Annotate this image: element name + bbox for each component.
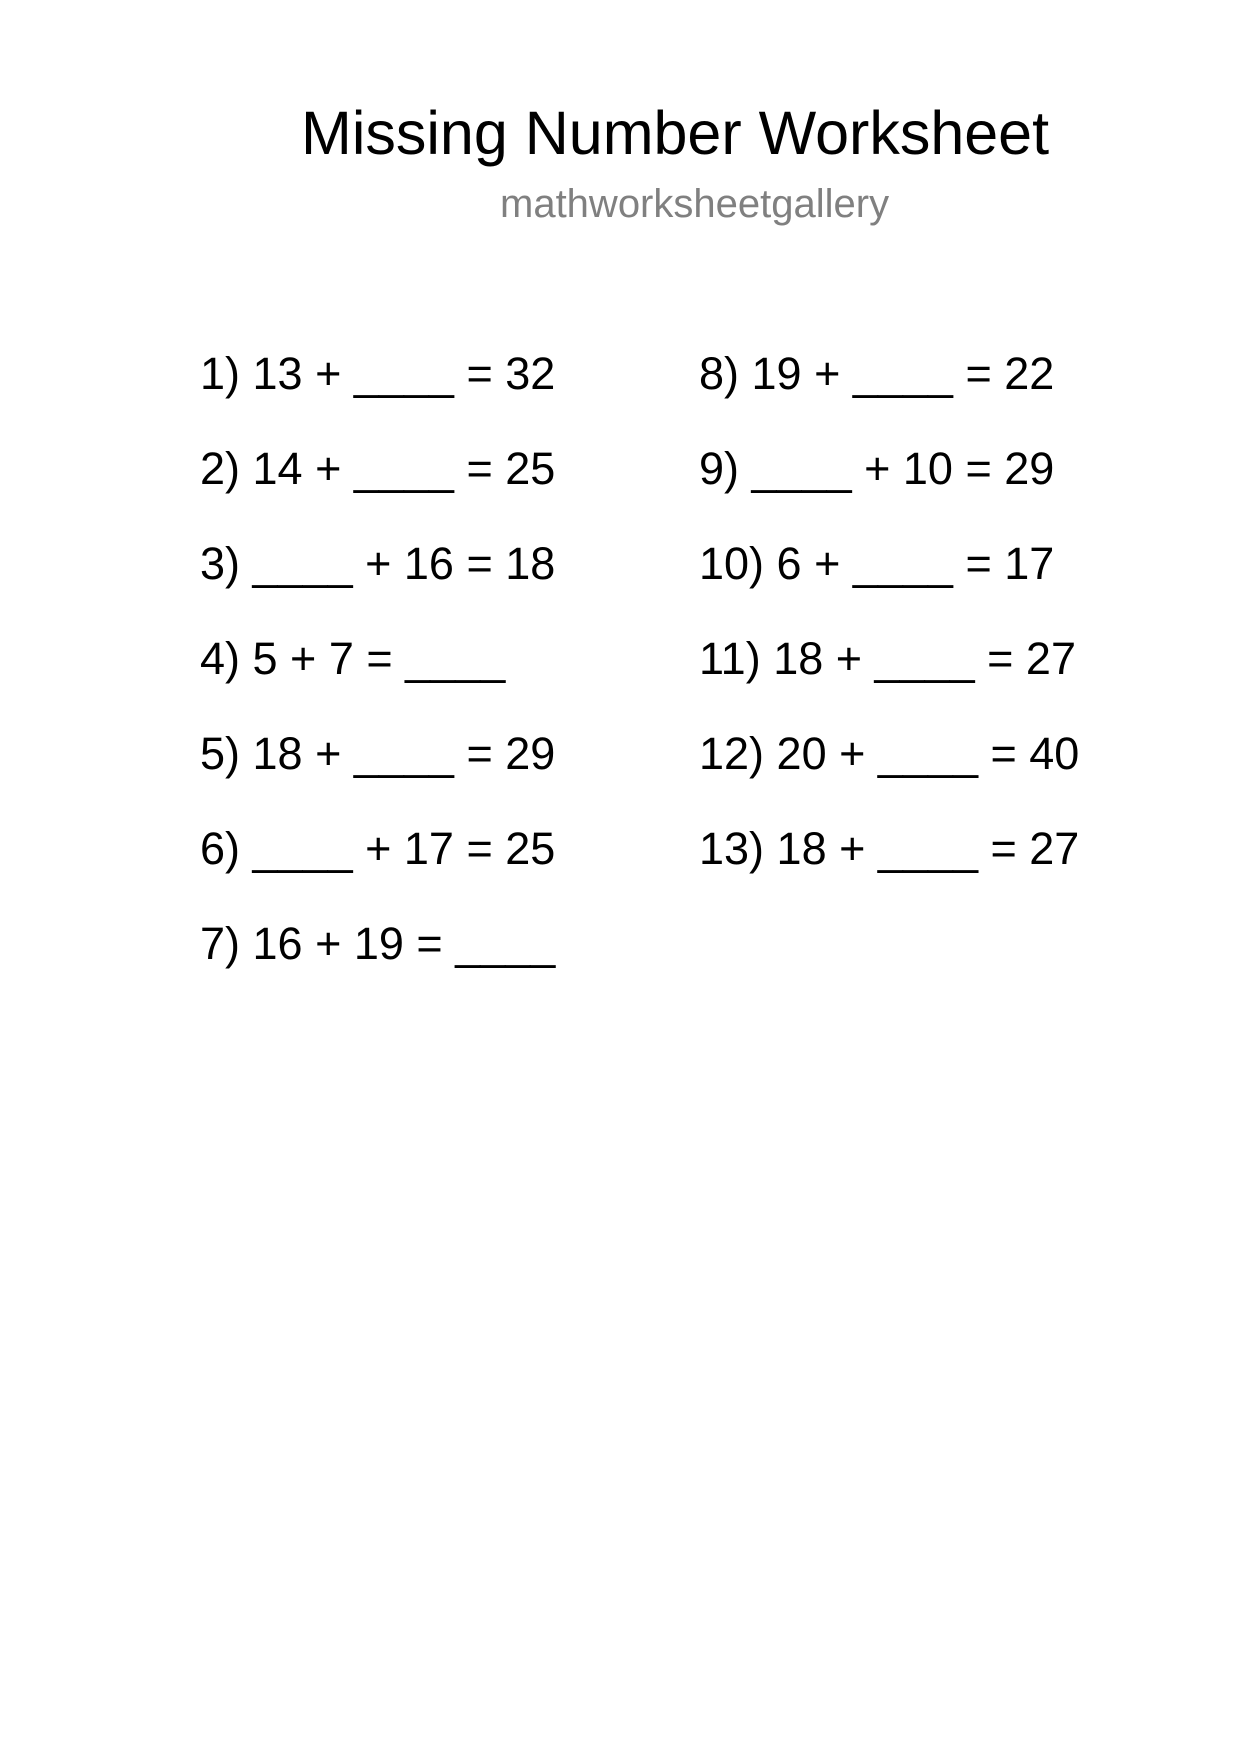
problem-2: 2) 14 + ____ = 25 [200,443,556,494]
problems-left-column [200,348,555,1013]
problem-13: 13) 18 + ____ = 27 [699,823,1080,874]
problem-6: 6) ____ + 17 = 25 [200,823,556,874]
problems-right-column [699,348,1079,918]
problem-10: 10) 6 + ____ = 17 [699,538,1055,589]
page-subtitle: mathworksheetgallery [500,182,890,226]
problem-3: 3) ____ + 16 = 18 [200,538,556,589]
problem-11: 11) 18 + ____ = 27 [699,633,1076,684]
page-title: Missing Number Worksheet [301,99,1050,167]
problem-4: 4) 5 + 7 = ____ [200,633,506,684]
problem-12: 12) 20 + ____ = 40 [699,728,1080,779]
problem-9: 9) ____ + 10 = 29 [699,443,1055,494]
problem-5: 5) 18 + ____ = 29 [200,728,556,779]
problem-1: 1) 13 + ____ = 32 [200,348,556,399]
problem-7: 7) 16 + 19 = ____ [200,918,556,969]
problem-8: 8) 19 + ____ = 22 [699,348,1055,399]
